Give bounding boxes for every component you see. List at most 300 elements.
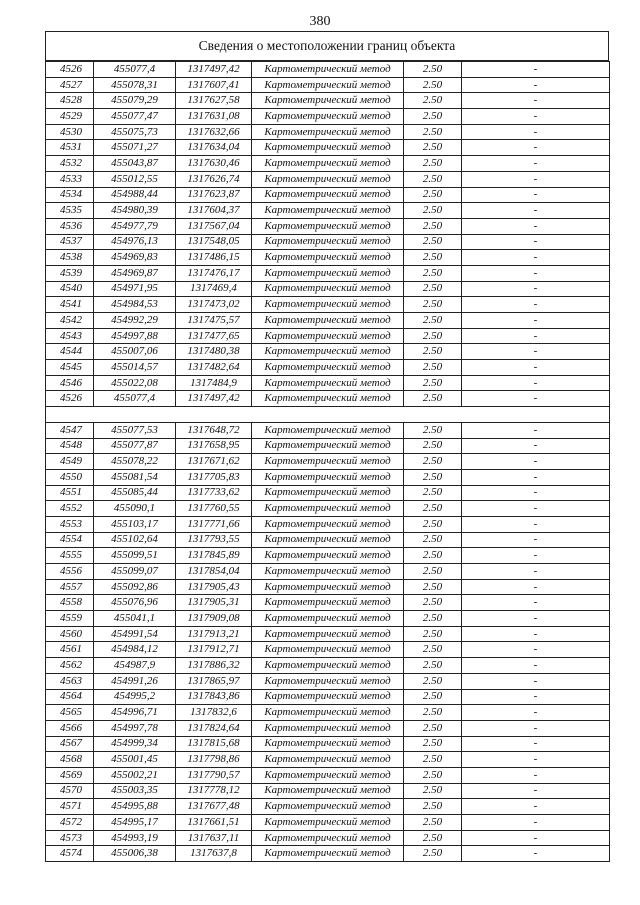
- cell-y-coordinate: 1317912,71: [176, 642, 252, 658]
- cell-accuracy: 2.50: [404, 77, 462, 93]
- cell-point-number: 4542: [46, 313, 94, 329]
- table-title: Сведения о местоположении границ объекта: [45, 31, 609, 61]
- cell-x-coordinate: 455102,64: [94, 532, 176, 548]
- cell-x-coordinate: 454997,78: [94, 720, 176, 736]
- cell-y-coordinate: 1317469,4: [176, 281, 252, 297]
- cell-accuracy: 2.50: [404, 815, 462, 831]
- cell-description: -: [462, 93, 610, 109]
- cell-x-coordinate: 454988,44: [94, 187, 176, 203]
- cell-accuracy: 2.50: [404, 250, 462, 266]
- cell-point-number: 4567: [46, 736, 94, 752]
- cell-method: Картометрический метод: [252, 77, 404, 93]
- cell-method: Картометрический метод: [252, 62, 404, 78]
- cell-method: Картометрический метод: [252, 689, 404, 705]
- cell-y-coordinate: 1317845,89: [176, 548, 252, 564]
- cell-y-coordinate: 1317815,68: [176, 736, 252, 752]
- cell-y-coordinate: 1317905,43: [176, 579, 252, 595]
- cell-x-coordinate: 455043,87: [94, 156, 176, 172]
- cell-point-number: 4531: [46, 140, 94, 156]
- cell-accuracy: 2.50: [404, 360, 462, 376]
- table-row: [46, 93, 610, 109]
- cell-accuracy: 2.50: [404, 156, 462, 172]
- table-row: [46, 830, 610, 846]
- cell-y-coordinate: 1317661,51: [176, 815, 252, 831]
- coordinates-table: [45, 61, 610, 862]
- cell-method: Картометрический метод: [252, 532, 404, 548]
- cell-accuracy: 2.50: [404, 516, 462, 532]
- cell-description: -: [462, 234, 610, 250]
- cell-x-coordinate: 455002,21: [94, 767, 176, 783]
- table-row: [46, 689, 610, 705]
- cell-point-number: 4560: [46, 626, 94, 642]
- cell-description: -: [462, 532, 610, 548]
- cell-x-coordinate: 454991,26: [94, 673, 176, 689]
- cell-y-coordinate: 1317778,12: [176, 783, 252, 799]
- cell-point-number: 4571: [46, 799, 94, 815]
- cell-description: -: [462, 830, 610, 846]
- cell-y-coordinate: 1317497,42: [176, 391, 252, 407]
- cell-x-coordinate: 455079,29: [94, 93, 176, 109]
- cell-x-coordinate: 455003,35: [94, 783, 176, 799]
- cell-method: Картометрический метод: [252, 736, 404, 752]
- table-row: [46, 156, 610, 172]
- cell-x-coordinate: 455041,1: [94, 611, 176, 627]
- table-row: [46, 281, 610, 297]
- cell-point-number: 4536: [46, 218, 94, 234]
- cell-method: Картометрический метод: [252, 454, 404, 470]
- cell-accuracy: 2.50: [404, 297, 462, 313]
- cell-description: -: [462, 469, 610, 485]
- cell-accuracy: 2.50: [404, 140, 462, 156]
- cell-description: -: [462, 391, 610, 407]
- cell-point-number: 4565: [46, 705, 94, 721]
- table-row: [46, 658, 610, 674]
- cell-point-number: 4529: [46, 109, 94, 125]
- cell-x-coordinate: 455012,55: [94, 171, 176, 187]
- cell-x-coordinate: 455077,87: [94, 438, 176, 454]
- cell-point-number: 4534: [46, 187, 94, 203]
- cell-accuracy: 2.50: [404, 595, 462, 611]
- cell-point-number: 4526: [46, 62, 94, 78]
- cell-y-coordinate: 1317790,57: [176, 767, 252, 783]
- cell-point-number: 4573: [46, 830, 94, 846]
- cell-y-coordinate: 1317567,04: [176, 218, 252, 234]
- cell-x-coordinate: 455090,1: [94, 501, 176, 517]
- cell-x-coordinate: 455022,08: [94, 375, 176, 391]
- cell-y-coordinate: 1317631,08: [176, 109, 252, 125]
- cell-y-coordinate: 1317793,55: [176, 532, 252, 548]
- cell-description: -: [462, 344, 610, 360]
- cell-accuracy: 2.50: [404, 548, 462, 564]
- cell-accuracy: 2.50: [404, 171, 462, 187]
- cell-accuracy: 2.50: [404, 736, 462, 752]
- table-row: [46, 783, 610, 799]
- cell-method: Картометрический метод: [252, 673, 404, 689]
- cell-method: Картометрический метод: [252, 265, 404, 281]
- cell-description: -: [462, 548, 610, 564]
- cell-description: -: [462, 297, 610, 313]
- cell-description: -: [462, 265, 610, 281]
- cell-method: Картометрический метод: [252, 767, 404, 783]
- cell-y-coordinate: 1317913,21: [176, 626, 252, 642]
- cell-point-number: 4541: [46, 297, 94, 313]
- cell-y-coordinate: 1317484,9: [176, 375, 252, 391]
- cell-y-coordinate: 1317627,58: [176, 93, 252, 109]
- table-row: [46, 250, 610, 266]
- table-row: [46, 124, 610, 140]
- cell-method: Картометрический метод: [252, 642, 404, 658]
- cell-accuracy: 2.50: [404, 422, 462, 438]
- cell-x-coordinate: 455077,47: [94, 109, 176, 125]
- cell-method: Картометрический метод: [252, 156, 404, 172]
- cell-y-coordinate: 1317658,95: [176, 438, 252, 454]
- cell-method: Картометрический метод: [252, 783, 404, 799]
- cell-description: -: [462, 281, 610, 297]
- cell-description: -: [462, 203, 610, 219]
- cell-point-number: 4551: [46, 485, 94, 501]
- cell-method: Картометрический метод: [252, 564, 404, 580]
- cell-method: Картометрический метод: [252, 595, 404, 611]
- cell-point-number: 4548: [46, 438, 94, 454]
- table-row: [46, 548, 610, 564]
- cell-point-number: 4556: [46, 564, 94, 580]
- table-row: [46, 265, 610, 281]
- cell-y-coordinate: 1317886,32: [176, 658, 252, 674]
- cell-accuracy: 2.50: [404, 689, 462, 705]
- cell-x-coordinate: 455092,86: [94, 579, 176, 595]
- cell-method: Картометрический метод: [252, 516, 404, 532]
- cell-x-coordinate: 454993,19: [94, 830, 176, 846]
- cell-x-coordinate: 454999,34: [94, 736, 176, 752]
- table-row: [46, 846, 610, 862]
- cell-accuracy: 2.50: [404, 830, 462, 846]
- cell-accuracy: 2.50: [404, 109, 462, 125]
- cell-accuracy: 2.50: [404, 234, 462, 250]
- cell-x-coordinate: 454969,87: [94, 265, 176, 281]
- cell-method: Картометрический метод: [252, 548, 404, 564]
- table-row: [46, 218, 610, 234]
- table-row: [46, 454, 610, 470]
- cell-point-number: 4564: [46, 689, 94, 705]
- cell-x-coordinate: 455077,53: [94, 422, 176, 438]
- cell-description: -: [462, 501, 610, 517]
- cell-x-coordinate: 455077,4: [94, 62, 176, 78]
- cell-y-coordinate: 1317480,38: [176, 344, 252, 360]
- cell-description: -: [462, 767, 610, 783]
- cell-description: -: [462, 705, 610, 721]
- cell-accuracy: 2.50: [404, 124, 462, 140]
- cell-description: -: [462, 689, 610, 705]
- cell-method: Картометрический метод: [252, 313, 404, 329]
- table-row: [46, 564, 610, 580]
- cell-description: -: [462, 313, 610, 329]
- cell-accuracy: 2.50: [404, 532, 462, 548]
- cell-accuracy: 2.50: [404, 265, 462, 281]
- cell-y-coordinate: 1317648,72: [176, 422, 252, 438]
- cell-x-coordinate: 454976,13: [94, 234, 176, 250]
- cell-point-number: 4547: [46, 422, 94, 438]
- cell-accuracy: 2.50: [404, 658, 462, 674]
- table-row: [46, 438, 610, 454]
- cell-point-number: 4569: [46, 767, 94, 783]
- table-row: [46, 501, 610, 517]
- cell-accuracy: 2.50: [404, 218, 462, 234]
- cell-description: -: [462, 156, 610, 172]
- cell-accuracy: 2.50: [404, 783, 462, 799]
- cell-x-coordinate: 454980,39: [94, 203, 176, 219]
- cell-accuracy: 2.50: [404, 846, 462, 862]
- cell-accuracy: 2.50: [404, 375, 462, 391]
- cell-point-number: 4550: [46, 469, 94, 485]
- cell-method: Картометрический метод: [252, 846, 404, 862]
- cell-point-number: 4526: [46, 391, 94, 407]
- cell-accuracy: 2.50: [404, 469, 462, 485]
- cell-y-coordinate: 1317760,55: [176, 501, 252, 517]
- cell-x-coordinate: 454987,9: [94, 658, 176, 674]
- table-row: [46, 344, 610, 360]
- cell-x-coordinate: 455001,45: [94, 752, 176, 768]
- cell-y-coordinate: 1317548,05: [176, 234, 252, 250]
- cell-y-coordinate: 1317607,41: [176, 77, 252, 93]
- separator-cell: [46, 407, 610, 423]
- table-row: [46, 328, 610, 344]
- cell-y-coordinate: 1317473,02: [176, 297, 252, 313]
- cell-method: Картометрический метод: [252, 611, 404, 627]
- table-row: [46, 109, 610, 125]
- cell-point-number: 4549: [46, 454, 94, 470]
- cell-description: -: [462, 422, 610, 438]
- cell-y-coordinate: 1317637,11: [176, 830, 252, 846]
- cell-method: Картометрический метод: [252, 658, 404, 674]
- cell-accuracy: 2.50: [404, 752, 462, 768]
- table-row: [46, 140, 610, 156]
- table-row: [46, 642, 610, 658]
- cell-accuracy: 2.50: [404, 673, 462, 689]
- cell-description: -: [462, 673, 610, 689]
- cell-method: Картометрический метод: [252, 752, 404, 768]
- cell-accuracy: 2.50: [404, 705, 462, 721]
- cell-point-number: 4574: [46, 846, 94, 862]
- cell-description: -: [462, 124, 610, 140]
- table-row: [46, 720, 610, 736]
- cell-description: -: [462, 187, 610, 203]
- cell-method: Картометрический метод: [252, 281, 404, 297]
- cell-accuracy: 2.50: [404, 454, 462, 470]
- table-row: [46, 62, 610, 78]
- cell-description: -: [462, 375, 610, 391]
- cell-accuracy: 2.50: [404, 391, 462, 407]
- cell-description: -: [462, 516, 610, 532]
- cell-description: -: [462, 611, 610, 627]
- cell-x-coordinate: 454992,29: [94, 313, 176, 329]
- cell-point-number: 4554: [46, 532, 94, 548]
- table-row: [46, 611, 610, 627]
- cell-point-number: 4535: [46, 203, 94, 219]
- cell-point-number: 4544: [46, 344, 94, 360]
- cell-y-coordinate: 1317476,17: [176, 265, 252, 281]
- cell-description: -: [462, 360, 610, 376]
- cell-description: -: [462, 218, 610, 234]
- cell-point-number: 4533: [46, 171, 94, 187]
- cell-method: Картометрический метод: [252, 171, 404, 187]
- cell-point-number: 4532: [46, 156, 94, 172]
- table-row: [46, 313, 610, 329]
- cell-x-coordinate: 455103,17: [94, 516, 176, 532]
- cell-x-coordinate: 455006,38: [94, 846, 176, 862]
- cell-x-coordinate: 455078,31: [94, 77, 176, 93]
- table-row: [46, 203, 610, 219]
- table-row: [46, 77, 610, 93]
- cell-description: -: [462, 438, 610, 454]
- cell-x-coordinate: 454995,17: [94, 815, 176, 831]
- cell-x-coordinate: 455007,06: [94, 344, 176, 360]
- cell-method: Картометрический метод: [252, 328, 404, 344]
- table-row: [46, 187, 610, 203]
- cell-y-coordinate: 1317854,04: [176, 564, 252, 580]
- cell-description: -: [462, 454, 610, 470]
- cell-x-coordinate: 455099,07: [94, 564, 176, 580]
- cell-x-coordinate: 454991,54: [94, 626, 176, 642]
- table-row: [46, 767, 610, 783]
- table-row: [46, 579, 610, 595]
- table-row: [46, 469, 610, 485]
- cell-method: Картометрический метод: [252, 830, 404, 846]
- cell-description: -: [462, 815, 610, 831]
- cell-y-coordinate: 1317482,64: [176, 360, 252, 376]
- cell-accuracy: 2.50: [404, 626, 462, 642]
- cell-x-coordinate: 455077,4: [94, 391, 176, 407]
- cell-point-number: 4539: [46, 265, 94, 281]
- cell-y-coordinate: 1317632,66: [176, 124, 252, 140]
- cell-method: Картометрический метод: [252, 360, 404, 376]
- cell-method: Картометрический метод: [252, 579, 404, 595]
- table-row: [46, 595, 610, 611]
- table-row: [46, 815, 610, 831]
- cell-y-coordinate: 1317705,83: [176, 469, 252, 485]
- cell-point-number: 4561: [46, 642, 94, 658]
- cell-point-number: 4566: [46, 720, 94, 736]
- cell-description: -: [462, 658, 610, 674]
- table-row: [46, 234, 610, 250]
- cell-point-number: 4570: [46, 783, 94, 799]
- cell-method: Картометрический метод: [252, 391, 404, 407]
- cell-accuracy: 2.50: [404, 642, 462, 658]
- cell-y-coordinate: 1317626,74: [176, 171, 252, 187]
- cell-point-number: 4546: [46, 375, 94, 391]
- cell-method: Картометрический метод: [252, 140, 404, 156]
- table-row: [46, 171, 610, 187]
- cell-method: Картометрический метод: [252, 438, 404, 454]
- table-row: [46, 799, 610, 815]
- cell-accuracy: 2.50: [404, 720, 462, 736]
- cell-accuracy: 2.50: [404, 328, 462, 344]
- table-row: [46, 391, 610, 407]
- cell-x-coordinate: 454997,88: [94, 328, 176, 344]
- cell-method: Картометрический метод: [252, 124, 404, 140]
- cell-accuracy: 2.50: [404, 281, 462, 297]
- cell-method: Картометрический метод: [252, 203, 404, 219]
- cell-y-coordinate: 1317630,46: [176, 156, 252, 172]
- cell-description: -: [462, 564, 610, 580]
- cell-y-coordinate: 1317634,04: [176, 140, 252, 156]
- cell-x-coordinate: 454971,95: [94, 281, 176, 297]
- cell-accuracy: 2.50: [404, 344, 462, 360]
- cell-description: -: [462, 752, 610, 768]
- cell-y-coordinate: 1317798,86: [176, 752, 252, 768]
- cell-accuracy: 2.50: [404, 203, 462, 219]
- cell-method: Картометрический метод: [252, 626, 404, 642]
- cell-method: Картометрический метод: [252, 469, 404, 485]
- cell-y-coordinate: 1317733,62: [176, 485, 252, 501]
- cell-accuracy: 2.50: [404, 93, 462, 109]
- cell-accuracy: 2.50: [404, 187, 462, 203]
- table-row: [46, 736, 610, 752]
- page-number: 380: [309, 14, 331, 29]
- cell-method: Картометрический метод: [252, 234, 404, 250]
- cell-description: -: [462, 77, 610, 93]
- cell-point-number: 4552: [46, 501, 94, 517]
- cell-y-coordinate: 1317497,42: [176, 62, 252, 78]
- cell-method: Картометрический метод: [252, 375, 404, 391]
- cell-y-coordinate: 1317604,37: [176, 203, 252, 219]
- cell-method: Картометрический метод: [252, 109, 404, 125]
- cell-point-number: 4568: [46, 752, 94, 768]
- table-row: [46, 375, 610, 391]
- cell-method: Картометрический метод: [252, 93, 404, 109]
- cell-x-coordinate: 454995,88: [94, 799, 176, 815]
- cell-y-coordinate: 1317771,66: [176, 516, 252, 532]
- cell-y-coordinate: 1317475,57: [176, 313, 252, 329]
- cell-point-number: 4559: [46, 611, 94, 627]
- cell-description: -: [462, 579, 610, 595]
- cell-x-coordinate: 455075,73: [94, 124, 176, 140]
- cell-x-coordinate: 454984,53: [94, 297, 176, 313]
- cell-y-coordinate: 1317677,48: [176, 799, 252, 815]
- table-row: [46, 752, 610, 768]
- cell-x-coordinate: 455076,96: [94, 595, 176, 611]
- cell-point-number: 4527: [46, 77, 94, 93]
- cell-method: Картометрический метод: [252, 815, 404, 831]
- cell-method: Картометрический метод: [252, 799, 404, 815]
- cell-point-number: 4572: [46, 815, 94, 831]
- cell-description: -: [462, 642, 610, 658]
- cell-description: -: [462, 250, 610, 266]
- cell-accuracy: 2.50: [404, 767, 462, 783]
- cell-x-coordinate: 455099,51: [94, 548, 176, 564]
- table-row: [46, 516, 610, 532]
- cell-x-coordinate: 454969,83: [94, 250, 176, 266]
- table-row: [46, 705, 610, 721]
- cell-method: Картометрический метод: [252, 720, 404, 736]
- cell-x-coordinate: 455078,22: [94, 454, 176, 470]
- cell-x-coordinate: 455071,27: [94, 140, 176, 156]
- cell-point-number: 4530: [46, 124, 94, 140]
- cell-y-coordinate: 1317843,86: [176, 689, 252, 705]
- cell-description: -: [462, 595, 610, 611]
- cell-accuracy: 2.50: [404, 438, 462, 454]
- cell-y-coordinate: 1317865,97: [176, 673, 252, 689]
- cell-method: Картометрический метод: [252, 250, 404, 266]
- cell-method: Картометрический метод: [252, 485, 404, 501]
- cell-description: -: [462, 846, 610, 862]
- cell-accuracy: 2.50: [404, 313, 462, 329]
- cell-point-number: 4545: [46, 360, 94, 376]
- cell-method: Картометрический метод: [252, 297, 404, 313]
- cell-y-coordinate: 1317637,8: [176, 846, 252, 862]
- cell-description: -: [462, 720, 610, 736]
- cell-accuracy: 2.50: [404, 485, 462, 501]
- cell-x-coordinate: 454977,79: [94, 218, 176, 234]
